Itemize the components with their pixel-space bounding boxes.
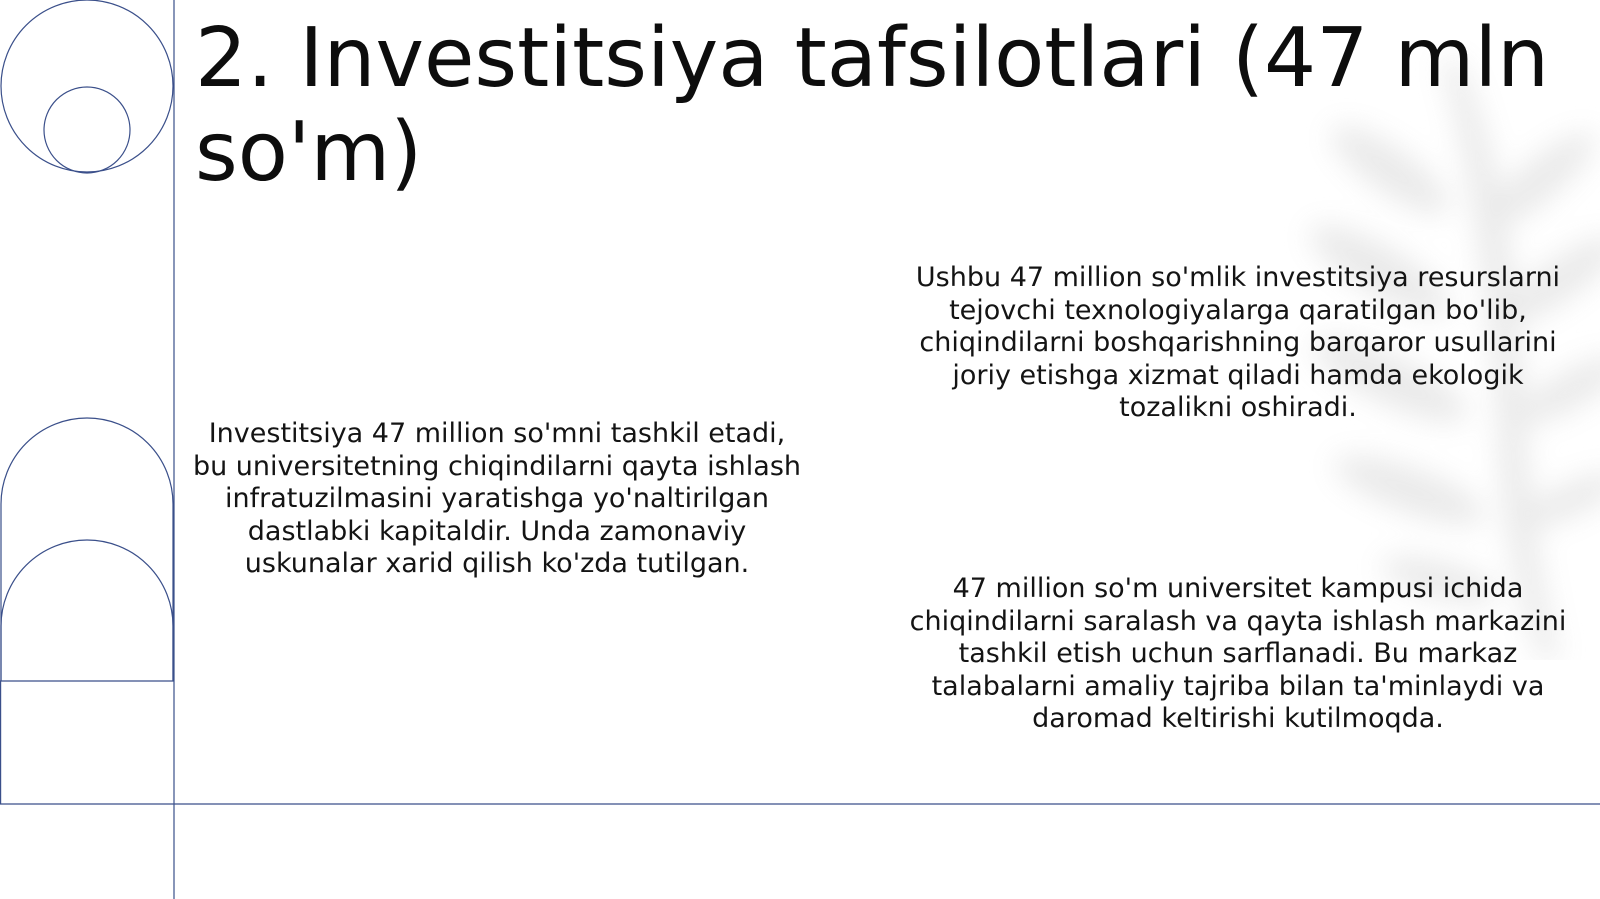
slide-title: 2. Investitsiya tafsilotlari (47 mln so'm) bbox=[195, 11, 1550, 200]
upper-arch-outline bbox=[1, 418, 173, 681]
large-circle-outline bbox=[1, 0, 173, 172]
lower-arch-outline bbox=[1, 540, 173, 681]
paragraph-left: Investitsiya 47 million so'mni tashkil etadi, bu universitetning chiqindilarni qayta ishlash infratuzilmasini yaratishga yo'naltirilgan dastlabki kapitaldir. Unda zamonaviy uskunalar xarid qilish ko'zda tutilgan. bbox=[192, 418, 802, 579]
paragraph-right-top: Ushbu 47 million so'mlik investitsiya resurslarni tejovchi texnologiyalarga qaratilgan bo'lib, chiqindilarni boshqarishning barqaror usullarini joriy etishga xizmat qiladi hamda ekologik tozalikni oshiradi. bbox=[915, 262, 1561, 423]
paragraph-right-bottom: 47 million so'm universitet kampusi ichida chiqindilarni saralash va qayta ishlash markazini tashkil etish uchun sarflanadi. Bu markaz talabalarni amaliy tajriba bilan ta'minlaydi va daromad keltirishi kutilmoqda. bbox=[909, 573, 1567, 734]
small-circle-outline bbox=[44, 87, 130, 173]
